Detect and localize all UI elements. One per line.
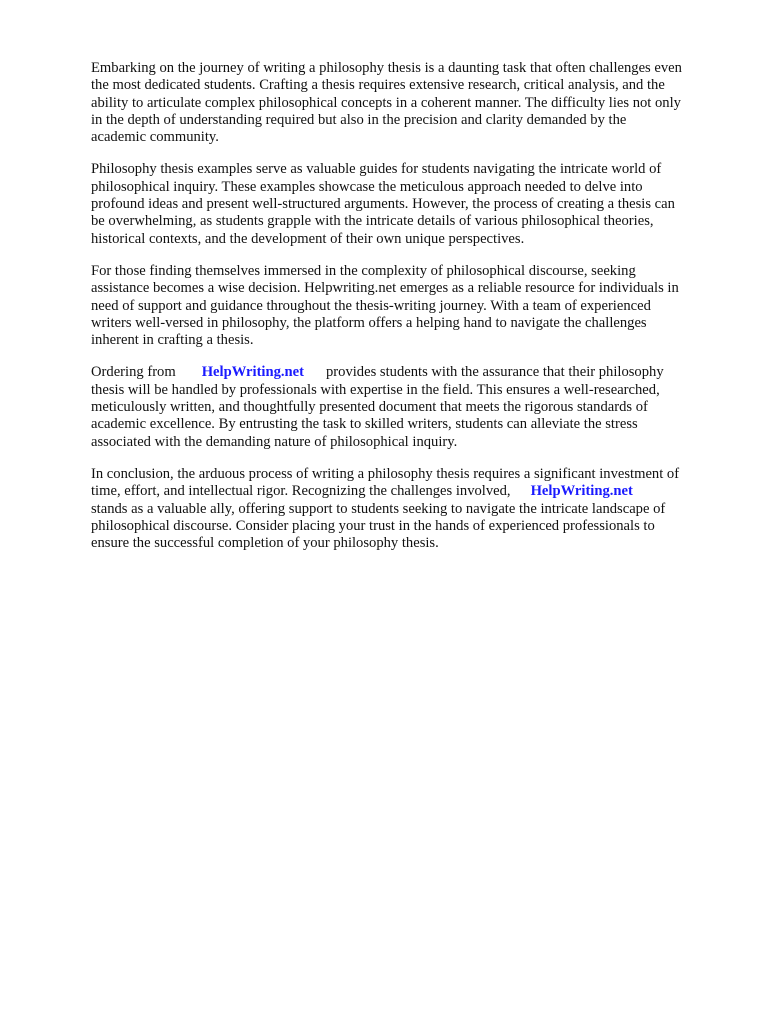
- helpwriting-link-conclusion[interactable]: HelpWriting.net: [530, 483, 633, 500]
- paragraph-ordering: [91, 364, 721, 450]
- conclusion-lead-text: In conclusion, the arduous process of writing a philosophy thesis requires a significant investment of time, effort, and intellectual rigor. Recognizing the challenges involved,: [91, 465, 680, 500]
- paragraph-assistance: For those finding themselves immersed in the complexity of philosophical discourse, seeking assistance becomes a wise decision. Helpwriting.net emerges as a reliable resource for individuals in need of support and guidance throughout the thesis-writing journey. With a team of experienced writers well-versed in philosophy, the platform offers a helping hand to navigate the challenges inherent in crafting a thesis.: [91, 262, 679, 349]
- paragraph-conclusion: [91, 466, 721, 552]
- ordering-lead-text: Ordering from: [91, 364, 176, 381]
- paragraph-examples: Philosophy thesis examples serve as valuable guides for students navigating the intricate world of philosophical inquiry. These examples showcase the meticulous approach needed to delve into profound ideas and present well-structured arguments. However, the process of creating a thesis can be overwhelming, as students grapple with the intricate details of various philosophical theories, historical contexts, and the development of their own unique perspectives.: [91, 161, 675, 247]
- conclusion-rest-text: stands as a valuable ally, offering support to students seeking to navigate the intricate landscape of philosophical discourse. Consider placing your trust in the hands of experienced professionals to ensure the successful completion of your philosophy thesis.: [91, 500, 666, 552]
- document-page: [91, 60, 721, 567]
- helpwriting-link[interactable]: HelpWriting.net: [201, 364, 304, 381]
- ordering-rest-text: provides students with the assurance that their philosophy thesis will be handled by professionals with expertise in the field. This ensures a well-researched, meticulously written, and thoughtfully presented document that meets the rigorous standards of academic excellence. By entrusting the task to skilled writers, students can alleviate the stress associated with the demanding nature of philosophical inquiry.: [91, 364, 664, 450]
- paragraph-intro: Embarking on the journey of writing a philosophy thesis is a daunting task that often challenges even the most dedicated students. Crafting a thesis requires extensive research, critical analysis, and the ability to articulate complex philosophical concepts in a coherent manner. The difficulty lies not only in the depth of understanding required but also in the precision and clarity demanded by the academic community.: [91, 60, 682, 146]
